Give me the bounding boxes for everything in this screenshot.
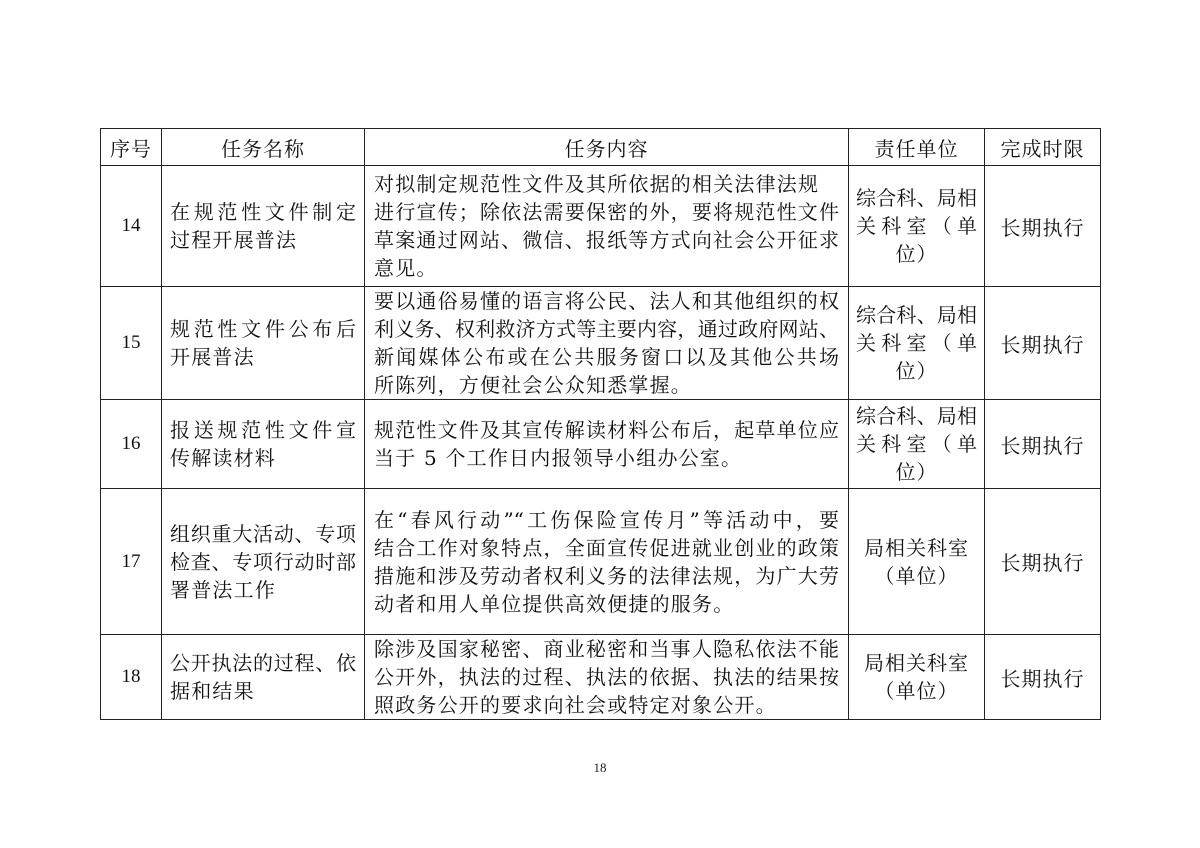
task-content [365, 635, 849, 720]
task-content-line: 所陈列，方便社会公众知悉掌握。 [374, 373, 692, 397]
task-number: 15 [101, 287, 162, 400]
task-name-line: 公开执法的过程、依 [170, 651, 356, 675]
task-number: 18 [101, 635, 162, 720]
task-content-line: 要以通俗易懂的语言将公民、法人和其他组织的权 [374, 289, 839, 313]
task-name [162, 635, 365, 720]
task-name-line: 检查、专项行动时部 [170, 549, 356, 574]
task-content [365, 166, 849, 287]
responsible-unit [849, 400, 985, 489]
responsible-unit-line: 位） [895, 460, 938, 484]
responsible-unit-line: 关科室（单 [856, 214, 977, 238]
deadline: 长期执行 [985, 287, 1101, 400]
responsible-unit-line: （单位） [874, 679, 959, 703]
responsible-unit [849, 635, 985, 720]
responsible-unit-line: 综合科、局相 [856, 303, 977, 327]
task-content-line: 意见。 [374, 256, 438, 280]
task-number: 14 [101, 166, 162, 287]
task-number: 17 [101, 489, 162, 635]
task-content-line: 动者和用人单位提供高效便捷的服务。 [374, 591, 735, 616]
deadline: 长期执行 [985, 635, 1101, 720]
task-table [100, 128, 1101, 720]
task-name-line: 署普法工作 [170, 577, 276, 602]
task-name [162, 166, 365, 287]
table-row [101, 166, 1101, 287]
responsible-unit-line: 局相关科室 [864, 651, 969, 675]
deadline: 长期执行 [985, 489, 1101, 635]
task-content [365, 489, 849, 635]
task-name-line: 在规范性文件制定 [170, 200, 356, 224]
responsible-unit [849, 287, 985, 400]
responsible-unit-line: 综合科、局相 [856, 404, 977, 428]
task-name-line: 规范性文件公布后 [170, 317, 356, 341]
task-content-line: 措施和涉及劳动者权利义务的法律法规，为广大劳 [374, 563, 839, 588]
task-name-line: 开展普法 [170, 345, 255, 369]
responsible-unit-line: 关科室（单 [856, 331, 977, 355]
table-row [101, 635, 1101, 720]
responsible-unit-line: 位） [895, 242, 938, 266]
task-content-line: 新闻媒体公布或在公共服务窗口以及其他公共场 [374, 345, 839, 369]
responsible-unit [849, 166, 985, 287]
task-content [365, 287, 849, 400]
task-content-line: 对拟制定规范性文件及其所依据的相关法律法规 [374, 172, 820, 196]
deadline: 长期执行 [985, 166, 1101, 287]
task-content-line: 公开外，执法的过程、执法的依据、执法的结果按 [374, 665, 839, 689]
responsible-unit-line: 局相关科室 [864, 535, 969, 560]
responsible-unit-line: 位） [895, 359, 938, 383]
table-row [101, 287, 1101, 400]
responsible-unit-line: 综合科、局相 [856, 186, 977, 210]
task-name-line: 报送规范性文件宣 [170, 418, 356, 442]
header-responsible-unit: 责任单位 [849, 129, 985, 166]
header-task-name: 任务名称 [162, 129, 365, 166]
task-content-line: 在“春风行动”“工伤保险宣传月”等活动中，要 [374, 507, 839, 532]
task-number: 16 [101, 400, 162, 489]
task-content-line: 当于 5 个工作日内报领导小组办公室。 [374, 446, 743, 470]
task-name-line: 传解读材料 [170, 446, 276, 470]
task-content-line: 照政务公开的要求向社会或特定对象公开。 [374, 693, 777, 717]
table-header-row [101, 129, 1101, 166]
table-row [101, 489, 1101, 635]
task-name-line: 过程开展普法 [170, 228, 298, 252]
responsible-unit [849, 489, 985, 635]
responsible-unit-line: 关科室（单 [856, 432, 977, 456]
responsible-unit-line: （单位） [874, 563, 959, 588]
task-content [365, 400, 849, 489]
task-name-line: 据和结果 [170, 679, 255, 703]
deadline: 长期执行 [985, 400, 1101, 489]
header-deadline: 完成时限 [985, 129, 1101, 166]
page-number: 18 [593, 760, 607, 775]
task-name [162, 489, 365, 635]
task-content-line: 除涉及国家秘密、商业秘密和当事人隐私依法不能 [374, 637, 839, 661]
task-name [162, 287, 365, 400]
task-content-line: 进行宣传；除依法需要保密的外，要将规范性文件 [374, 200, 839, 224]
task-content-line: 草案通过网站、微信、报纸等方式向社会公开征求 [374, 228, 839, 252]
task-content-line: 规范性文件及其宣传解读材料公布后，起草单位应 [374, 418, 839, 442]
task-name [162, 400, 365, 489]
header-task-content: 任务内容 [365, 129, 849, 166]
header-serial-number: 序号 [101, 129, 162, 166]
task-name-line: 组织重大活动、专项 [170, 521, 356, 546]
task-content-line: 结合工作对象特点，全面宣传促进就业创业的政策 [374, 535, 839, 560]
task-content-line: 利义务、权利救济方式等主要内容，通过政府网站、 [374, 317, 839, 341]
table-row [101, 400, 1101, 489]
